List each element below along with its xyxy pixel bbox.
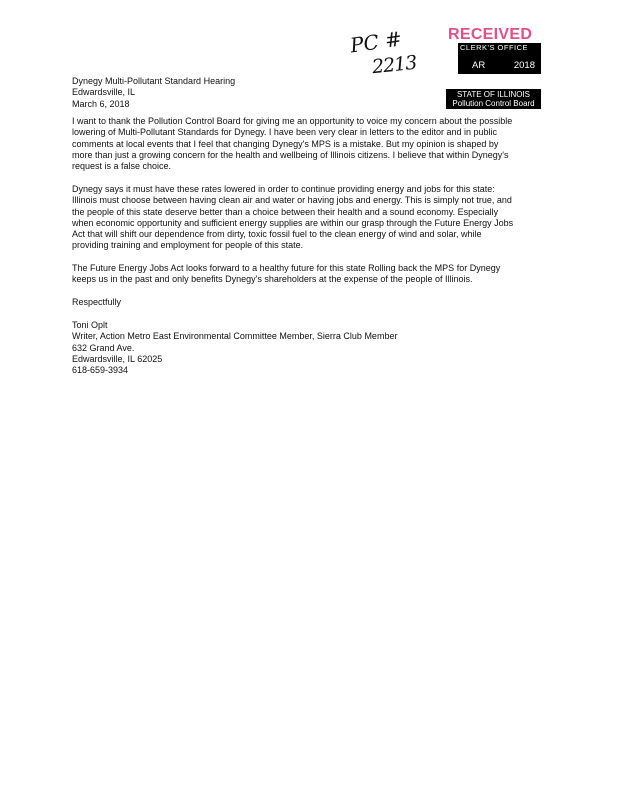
text-line: when economic opportunity and sufficient energy supplies are within our grasp through the Future Energy Jobs — [72, 217, 514, 228]
state-board-stamp — [446, 89, 541, 109]
signer-name: Toni Oplt — [72, 320, 108, 330]
paragraph-2 — [72, 184, 513, 252]
signer-title: Writer, Action Metro East Environmental Committee Member, Sierra Club Member — [72, 331, 398, 342]
hearing-title: Dynegy Multi-Pollutant Standard Hearing — [72, 76, 236, 86]
clerks-office-label: CLERK'S OFFICE — [460, 43, 529, 52]
text-line: Act that will shift our dependence from dirty, toxic fossil fuel to the clean energy of wind and solar, while — [72, 229, 482, 240]
text-line: Dynegy says it must have these rates lowered in order to continue providing energy and jobs for this state: — [72, 184, 495, 194]
text-line: I want to thank the Pollution Control Board for giving me an opportunity to voice my concern about the possible — [72, 116, 513, 126]
handwritten-pc-label: PC # — [348, 26, 404, 58]
text-line: more than just a growing concern for the health and wellbeing of Illinois citizens. I believe that within Dynegy's — [72, 149, 509, 160]
text-line: Illinois must choose between having clean air and water or having jobs and energy. This is simply not true, and — [72, 195, 512, 206]
signer-phone: 618-659-3934 — [72, 365, 129, 376]
signer-street: 632 Grand Ave. — [72, 342, 135, 353]
text-line: the people of this state deserve better than a choice between their health and a sound economy. Especially — [72, 206, 499, 217]
stamp-year: 2018 — [513, 60, 535, 71]
clerks-office-stamp — [458, 43, 541, 74]
text-line: comments at local events that I feel that changing Dynegy's MPS is a mistake. But my opinion is shaped by — [72, 138, 499, 149]
signer-city: Edwardsville, IL 62025 — [72, 353, 163, 364]
paragraph-3 — [72, 263, 500, 286]
board-line: Pollution Control Board — [452, 99, 535, 108]
text-line: lowering of Multi-Pollutant Standards for Dynegy. I have been very clear in letters to the editor and in public — [72, 127, 498, 138]
received-stamp: RECEIVED — [448, 26, 533, 43]
closing: Respectfully — [72, 297, 122, 307]
paragraph-1 — [72, 116, 512, 172]
handwritten-pc-number — [348, 26, 440, 90]
text-line: providing training and employment for people of this state. — [72, 240, 304, 251]
state-line: STATE OF ILLINOIS — [456, 90, 531, 99]
signature-block — [72, 320, 397, 376]
handwritten-pc-value: 2213 — [370, 51, 418, 79]
stamp-month: AR — [472, 60, 486, 71]
letter-header — [72, 76, 235, 110]
location: Edwardsville, IL — [72, 87, 136, 98]
text-line: The Future Energy Jobs Act looks forward to a healthy future for this state Rolling back the MPS for Dynegy — [72, 263, 501, 273]
text-line: keeps us in the past and only benefits Dynegy's shareholders at the expense of the people of Illinois. — [72, 274, 473, 285]
text-line: request is a false choice. — [72, 161, 172, 172]
date: March 6, 2018 — [72, 98, 130, 109]
